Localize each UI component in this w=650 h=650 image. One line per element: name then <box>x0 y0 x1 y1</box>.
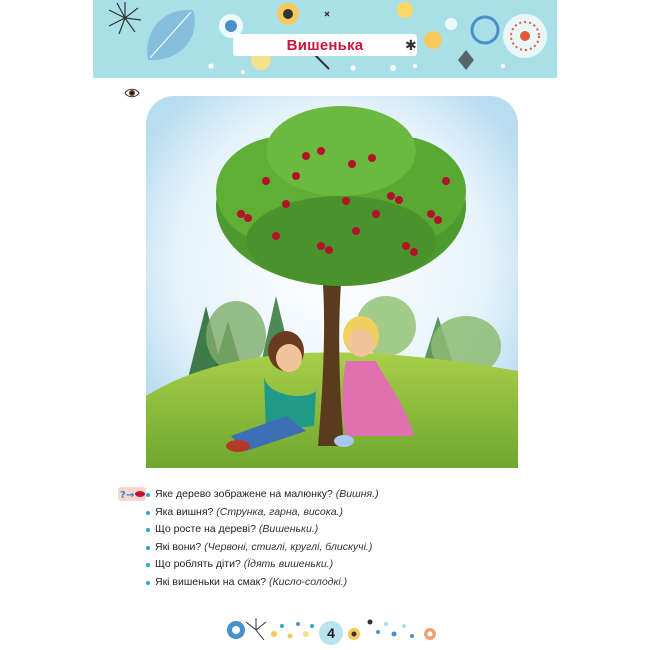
speech-icon <box>118 487 146 501</box>
page-title: Вишенька <box>286 36 364 54</box>
list-item <box>146 521 379 539</box>
page-number: 4 <box>319 621 343 645</box>
question-text: Яке дерево зображене на малюнку? <box>155 488 333 500</box>
question-text: Яка вишня? <box>155 505 214 518</box>
answer-text: (Червоні, стиглі, круглі, блискучі.) <box>204 540 373 553</box>
answer-text: (Їдять вишеньки.) <box>243 558 334 571</box>
list-item <box>146 504 379 522</box>
question-list <box>146 486 379 592</box>
starburst-icon <box>109 2 141 34</box>
question-text: Що росте на дереві? <box>155 523 256 536</box>
svg-text:?: ? <box>120 490 126 501</box>
list-item <box>146 486 379 504</box>
answer-text: (Струнка, гарна, висока.) <box>216 505 343 518</box>
answer-text: (Вишня.) <box>335 488 379 500</box>
question-text: Які вишеньки на смак? <box>155 575 267 588</box>
answer-text: (Вишеньки.) <box>258 523 319 536</box>
list-item <box>146 539 379 557</box>
list-item <box>146 574 379 592</box>
question-text: Які вони? <box>155 540 202 553</box>
eye-icon <box>124 87 140 99</box>
star-icon-right: ✱ <box>405 37 417 53</box>
answer-text: (Кисло-солодкі.) <box>269 575 348 588</box>
svg-text:→: → <box>126 490 135 501</box>
question-text: Що роблять діти? <box>155 558 241 571</box>
title-box <box>233 34 417 56</box>
list-item <box>146 556 379 574</box>
cherry-tree-illustration <box>146 96 518 468</box>
